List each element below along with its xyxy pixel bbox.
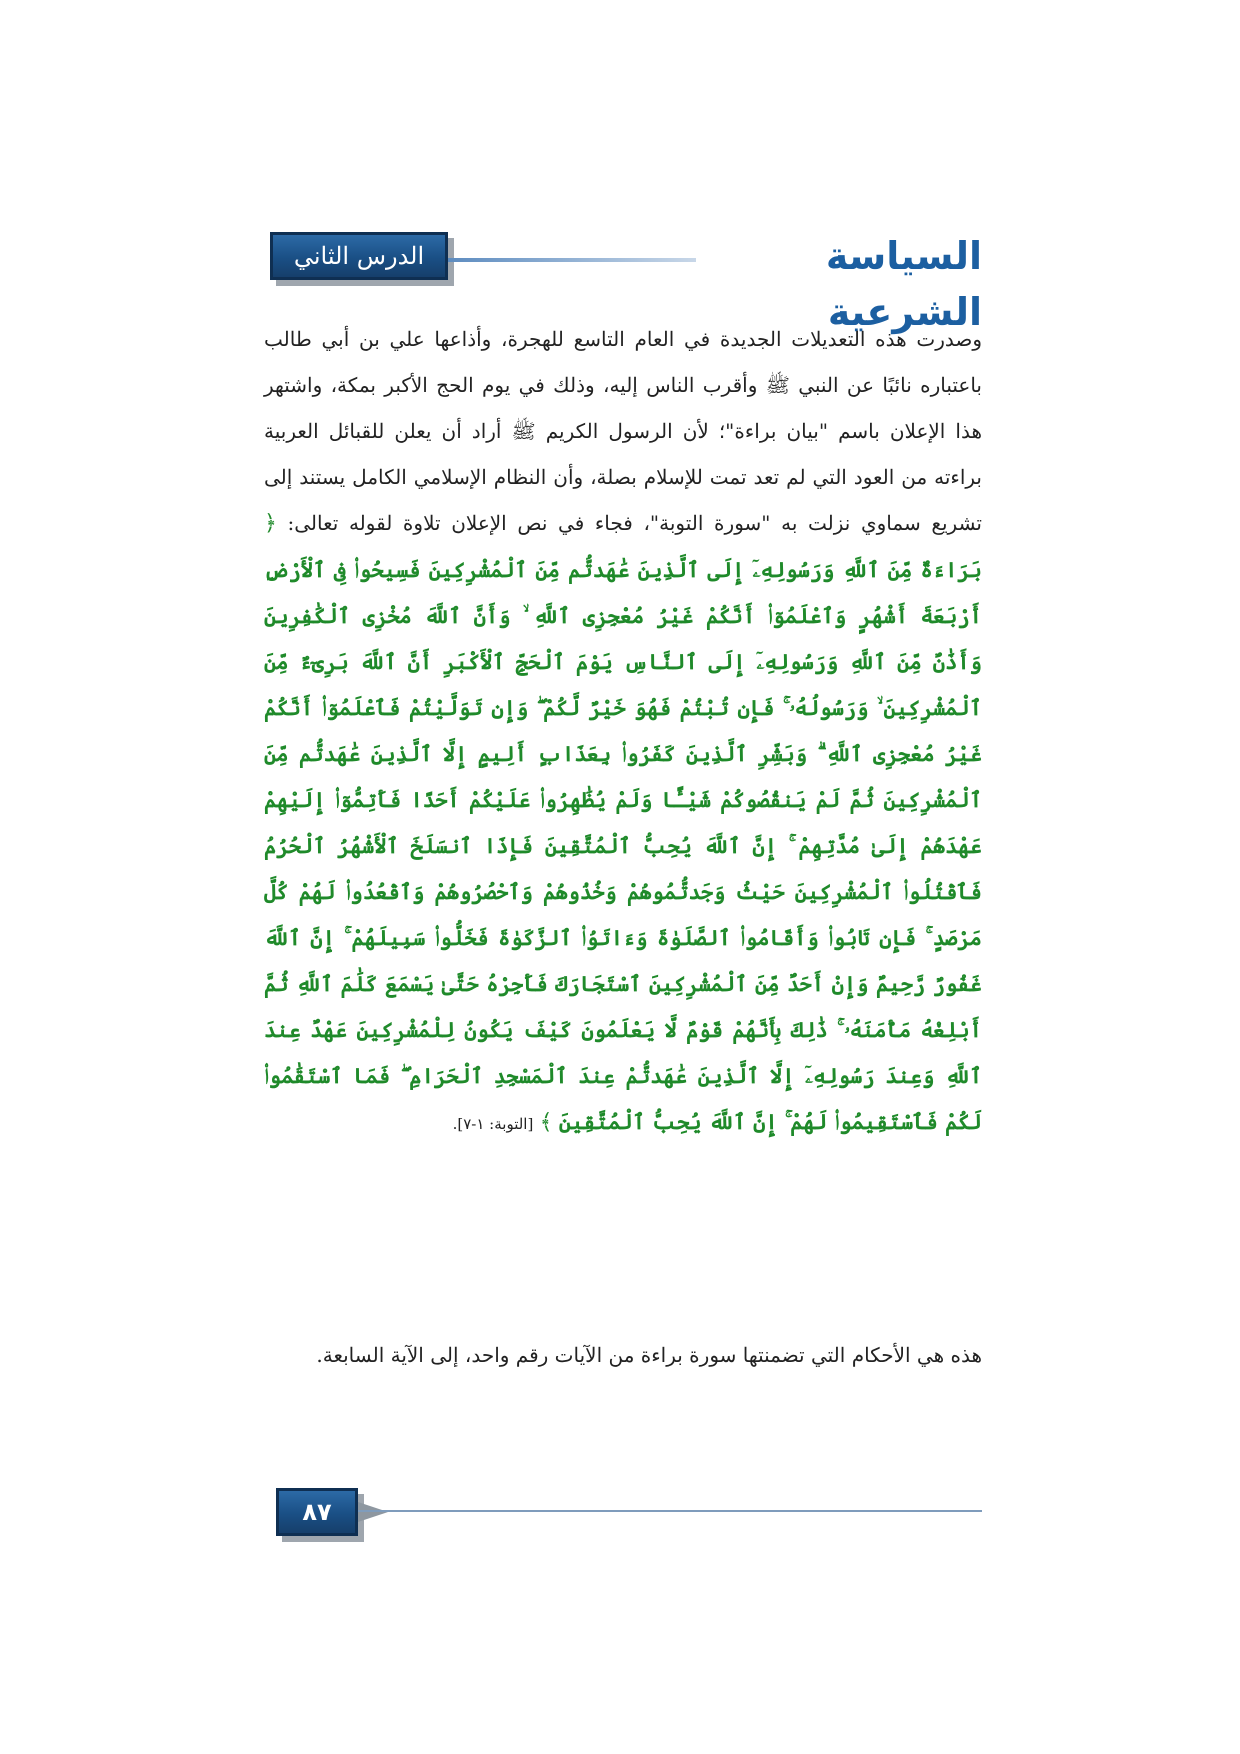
- verse-reference: [التوبة: ١-٧].: [452, 1115, 534, 1133]
- page-footer: [276, 1488, 982, 1538]
- footer-wedge: [358, 1502, 388, 1522]
- intro-text: وصدرت هذه التعديلات الجديدة في العام التاسع للهجرة، وأذاعها علي بن أبي طالب باعتباره نائبًا عن النبي ﷺ وأقرب الناس إليه، وذلك في يوم الحج الأكبر بمكة، واشتهر هذا الإعلان باسم "بيان براءة"؛ لأن الرسول الكريم ﷺ أراد أن يعلن للقبائل العربية براءته من العود التي لم تعد تمت للإسلام بصلة، وأن النظام الإسلامي الكامل يستند إلى تشريع سماوي نزلت به "سورة التوبة"، فجاء في نص الإعلان تلاوة لقوله تعالى:: [264, 327, 983, 535]
- conclusion-paragraph: هذه هي الأحكام التي تضمنتها سورة براءة من الآيات رقم واحد، إلى الآية السابعة.: [316, 1343, 982, 1367]
- page-number-box: [276, 1488, 358, 1536]
- quran-verse: بَرَاءَةٌ مِّنَ ٱللَّهِ وَرَسُولِهِۦٓ إِلَى ٱلَّذِينَ عَٰهَدتُّم مِّنَ ٱلْمُشْرِكِينَ فَسِيحُوا۟ فِى ٱلْأَرْضِ أَرْبَعَةَ أَشْهُرٍ وَٱعْلَمُوٓا۟ أَنَّكُمْ غَيْرُ مُعْجِزِى ٱللَّهِ ۙ وَأَنَّ ٱللَّهَ مُخْزِى ٱلْكَٰفِرِينَ وَأَذَٰنٌ مِّنَ ٱللَّهِ وَرَسُولِهِۦٓ إِلَى ٱلنَّاسِ يَوْمَ ٱلْحَجِّ ٱلْأَكْبَرِ أَنَّ ٱللَّهَ بَرِىٓءٌ مِّنَ ٱلْمُشْرِكِينَ ۙ وَرَسُولُهُۥ ۚ فَإِن تُبْتُمْ فَهُوَ خَيْرٌ لَّكُمْ ۖ وَإِن تَوَلَّيْتُمْ فَٱعْلَمُوٓا۟ أَنَّكُمْ غَيْرُ مُعْجِزِى ٱللَّهِ ۗ وَبَشِّرِ ٱلَّذِينَ كَفَرُوا۟ بِعَذَابٍ أَلِيمٍ إِلَّا ٱلَّذِينَ عَٰهَدتُّم مِّنَ ٱلْمُشْرِكِينَ ثُمَّ لَمْ يَنقُصُوكُمْ شَيْـًٔا وَلَمْ يُظَٰهِرُوا۟ عَلَيْكُمْ أَحَدًا فَأَتِمُّوٓا۟ إِلَيْهِمْ عَهْدَهُمْ إِلَىٰ مُدَّتِهِمْ ۚ إِنَّ ٱللَّهَ يُحِبُّ ٱلْمُتَّقِينَ فَإِذَا ٱنسَلَخَ ٱلْأَشْهُرُ ٱلْحُرُمُ فَٱقْتُلُوا۟ ٱلْمُشْرِكِينَ حَيْثُ وَجَدتُّمُوهُمْ وَخُذُوهُمْ وَٱحْصُرُوهُمْ وَٱقْعُدُوا۟ لَهُمْ كُلَّ مَرْصَدٍ ۚ فَإِن تَابُوا۟ وَأَقَامُوا۟ ٱلصَّلَوٰةَ وَءَاتَوُا۟ ٱلزَّكَوٰةَ فَخَلُّوا۟ سَبِيلَهُمْ ۚ إِنَّ ٱللَّهَ غَفُورٌ رَّحِيمٌ وَإِنْ أَحَدٌ مِّنَ ٱلْمُشْرِكِينَ ٱسْتَجَارَكَ فَأَجِرْهُ حَتَّىٰ يَسْمَعَ كَلَٰمَ ٱللَّهِ ثُمَّ أَبْلِغْهُ مَأْمَنَهُۥ ۚ ذَٰلِكَ بِأَنَّهُمْ قَوْمٌ لَّا يَعْلَمُونَ كَيْفَ يَكُونُ لِلْمُشْرِكِينَ عَهْدٌ عِندَ ٱللَّهِ وَعِندَ رَسُولِهِۦٓ إِلَّا ٱلَّذِينَ عَٰهَدتُّمْ عِندَ ٱلْمَسْجِدِ ٱلْحَرَامِ ۖ فَمَا ٱسْتَقَٰمُوا۟ لَكُمْ فَٱسْتَقِيمُوا۟ لَهُمْ ۚ إِنَّ ٱللَّهَ يُحِبُّ ٱلْمُتَّقِينَ: [264, 557, 982, 1134]
- main-text: [264, 316, 982, 1147]
- header-divider: [448, 258, 696, 262]
- verse-open-bracket: ﴿: [264, 511, 277, 536]
- page-number: ٨٧: [302, 1498, 332, 1526]
- verse-close-bracket: ﴾: [539, 1110, 553, 1135]
- page-title: السياسة الشرعية: [825, 234, 982, 334]
- page-header: [270, 228, 982, 334]
- footer-divider: [358, 1510, 982, 1512]
- lesson-badge: [270, 232, 448, 280]
- body-paragraph: [264, 316, 982, 1147]
- lesson-label: الدرس الثاني: [293, 242, 425, 270]
